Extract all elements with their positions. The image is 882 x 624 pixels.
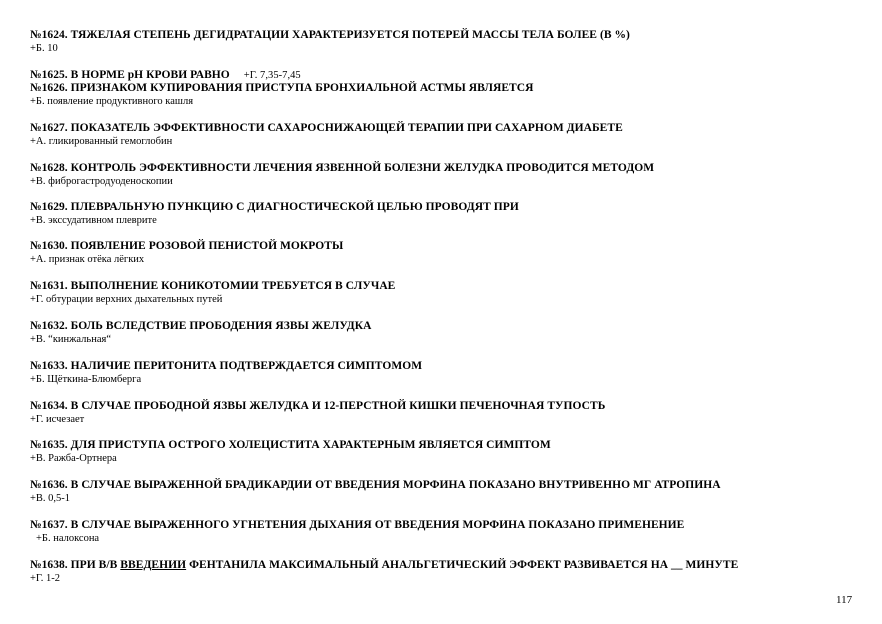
page-number: 117 xyxy=(836,594,853,606)
question-1626: №1626. ПРИЗНАКОМ КУПИРОВАНИЯ ПРИСТУПА БРОНХИАЛЬНОЙ АСТМЫ ЯВЛЯЕТСЯ xyxy=(30,82,534,94)
answer-1634: +Г. исчезает xyxy=(30,414,85,425)
question-1625: №1625. В НОРМЕ pH КРОВИ РАВНО +Г. 7,35-7,45 xyxy=(30,69,301,81)
question-1631: №1631. ВЫПОЛНЕНИЕ КОНИКОТОМИИ ТРЕБУЕТСЯ В СЛУЧАЕ xyxy=(30,280,396,292)
answer-1629: +В. экссудативном плеврите xyxy=(30,215,157,226)
question-1624: №1624. ТЯЖЕЛАЯ СТЕПЕНЬ ДЕГИДРАТАЦИИ ХАРАКТЕРИЗУЕТСЯ ПОТЕРЕЙ МАССЫ ТЕЛА БОЛЕЕ (В %) xyxy=(30,29,630,41)
answer-1637: +Б. налоксона xyxy=(36,533,100,544)
answer-1626: +Б. появление продуктивного кашля xyxy=(30,96,194,107)
question-1628: №1628. КОНТРОЛЬ ЭФФЕКТИВНОСТИ ЛЕЧЕНИЯ ЯЗВЕННОЙ БОЛЕЗНИ ЖЕЛУДКА ПРОВОДИТСЯ МЕТОДОМ xyxy=(30,162,655,174)
question-1637: №1637. В СЛУЧАЕ ВЫРАЖЕННОГО УГНЕТЕНИЯ ДЫХАНИЯ ОТ ВВЕДЕНИЯ МОРФИНА ПОКАЗАНО ПРИМЕНЕНИЕ xyxy=(30,519,685,531)
question-1634: №1634. В СЛУЧАЕ ПРОБОДНОЙ ЯЗВЫ ЖЕЛУДКА И 12-ПЕРСТНОЙ КИШКИ ПЕЧЕНОЧНАЯ ТУПОСТЬ xyxy=(30,400,606,412)
answer-1627: +А. гликированный гемоглобин xyxy=(30,136,173,147)
answer-1636: +В. 0,5-1 xyxy=(30,493,71,504)
answer-1628: +В. фиброгастродуоденоскопии xyxy=(30,176,173,187)
answer-1625: +Г. 7,35-7,45 xyxy=(243,70,301,81)
answer-1638: +Г. 1-2 xyxy=(30,573,61,584)
question-1638: №1638. ПРИ В/В ВВЕДЕНИИ ФЕНТАНИЛА МАКСИМАЛЬНЫЙ АНАЛЬГЕТИЧЕСКИЙ ЭФФЕКТ РАЗВИВАЕТСЯ НА __ МИНУТЕ xyxy=(30,559,739,571)
answer-1635: +В. Ражба-Ортнера xyxy=(30,453,117,464)
answer-1631: +Г. обтурации верхних дыхательных путей xyxy=(30,294,223,305)
question-1630: №1630. ПОЯВЛЕНИЕ РОЗОВОЙ ПЕНИСТОЙ МОКРОТЫ xyxy=(30,240,344,252)
answer-1632: +В. “кинжальная“ xyxy=(30,334,111,345)
question-1633: №1633. НАЛИЧИЕ ПЕРИТОНИТА ПОДТВЕРЖДАЕТСЯ СИМПТОМОМ xyxy=(30,360,423,372)
answer-1630: +А. признак отёка лёгких xyxy=(30,254,145,265)
question-1635: №1635. ДЛЯ ПРИСТУПА ОСТРОГО ХОЛЕЦИСТИТА ХАРАКТЕРНЫМ ЯВЛЯЕТСЯ СИМПТОМ xyxy=(30,439,551,451)
answer-1633: +Б. Щёткина-Блюмберга xyxy=(30,374,142,385)
question-1627: №1627. ПОКАЗАТЕЛЬ ЭФФЕКТИВНОСТИ САХАРОСНИЖАЮЩЕЙ ТЕРАПИИ ПРИ САХАРНОМ ДИАБЕТЕ xyxy=(30,122,623,134)
question-1629: №1629. ПЛЕВРАЛЬНУЮ ПУНКЦИЮ С ДИАГНОСТИЧЕСКОЙ ЦЕЛЬЮ ПРОВОДЯТ ПРИ xyxy=(30,201,519,213)
question-1636: №1636. В СЛУЧАЕ ВЫРАЖЕННОЙ БРАДИКАРДИИ ОТ ВВЕДЕНИЯ МОРФИНА ПОКАЗАНО ВНУТРИВЕННО МГ АТРОПИНА xyxy=(30,479,721,491)
answer-1624: +Б. 10 xyxy=(30,43,58,54)
question-1632: №1632. БОЛЬ ВСЛЕДСТВИЕ ПРОБОДЕНИЯ ЯЗВЫ ЖЕЛУДКА xyxy=(30,320,372,332)
